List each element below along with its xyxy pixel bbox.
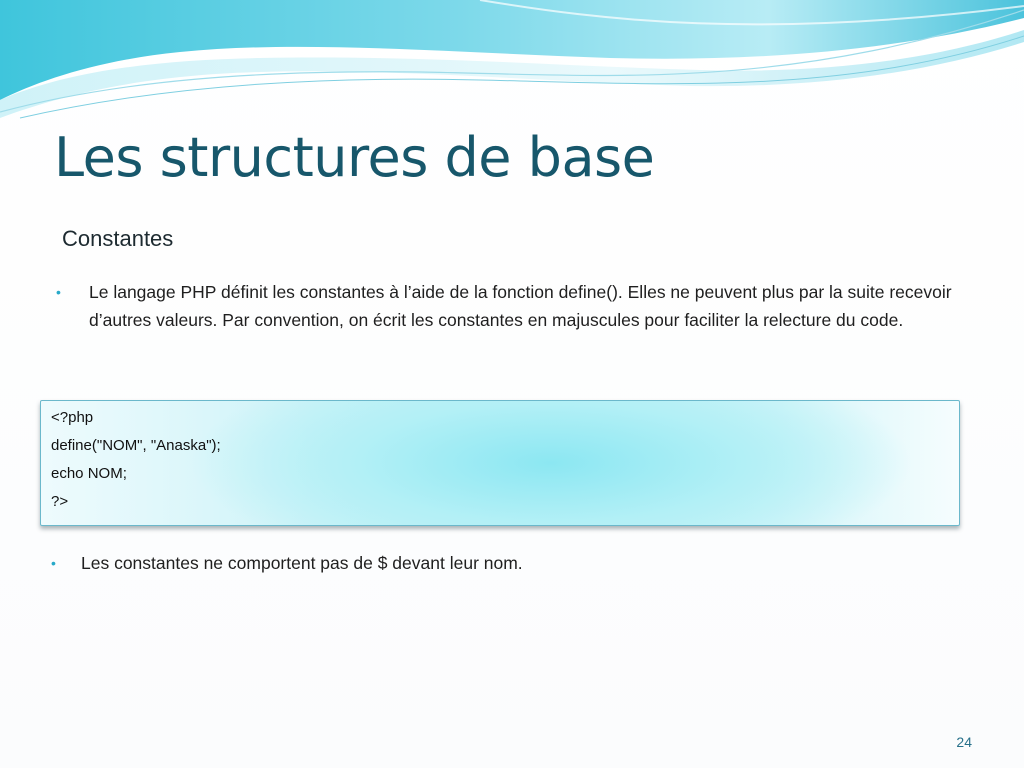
slide-title: Les structures de base: [54, 126, 655, 189]
bullet-text: Le langage PHP définit les constantes à l’aide de la fonction define(). Elles ne peuvent plus par la suite recevoir d’autres valeurs. Par convention, on écrit les constantes en majuscules pour faciliter la relecture du code.: [89, 282, 952, 330]
bullet-item: [56, 278, 961, 334]
page-number: 24: [956, 734, 972, 750]
code-line: echo NOM;: [51, 465, 127, 482]
bullet-item: [51, 549, 956, 577]
code-line: define("NOM", "Anaska");: [51, 437, 221, 454]
bullet-dot-icon: •: [51, 555, 56, 571]
wave-decoration: [0, 0, 1024, 130]
code-line: ?>: [51, 493, 69, 510]
code-block: [40, 400, 960, 526]
bullet-text: Les constantes ne comportent pas de $ devant leur nom.: [81, 553, 523, 573]
slide-subtitle: Constantes: [62, 226, 174, 251]
code-line: <?php: [51, 409, 94, 426]
bullet-dot-icon: •: [56, 284, 61, 300]
